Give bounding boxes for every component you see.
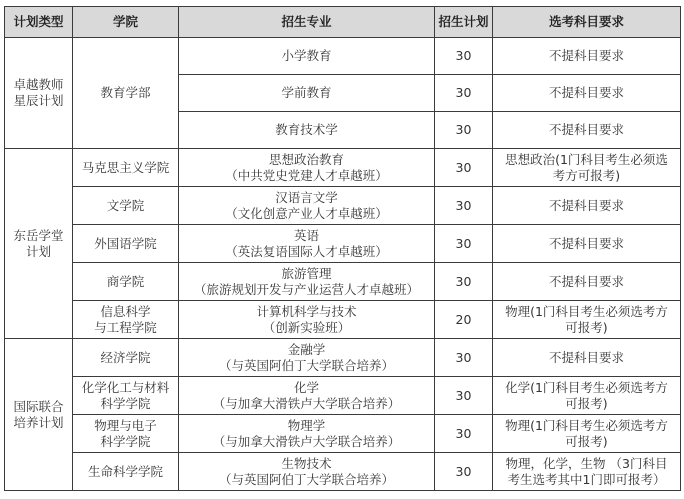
college-cell: 生命科学学院: [73, 453, 179, 491]
requirement-cell: 不提科目要求: [493, 112, 681, 149]
table-row: [5, 149, 681, 187]
table-row: [5, 301, 681, 339]
quota-cell: 30: [435, 112, 493, 149]
table-row: [5, 187, 681, 225]
requirement-cell: 思想政治(1门科目考生必须选 考方可报考): [493, 149, 681, 187]
requirement-cell: 不提科目要求: [493, 225, 681, 263]
header-college: 学院: [73, 7, 179, 38]
table-row: [5, 453, 681, 491]
college-cell: 物理与电子 科学学院: [73, 415, 179, 453]
requirement-cell: 物理(1门科目考生必须选考方 可报考): [493, 415, 681, 453]
college-cell: 经济学院: [73, 339, 179, 377]
plan-type-cell: 卓越教师 星辰计划: [5, 38, 73, 149]
college-cell: 商学院: [73, 263, 179, 301]
requirement-cell: 不提科目要求: [493, 75, 681, 112]
header-row: [5, 7, 681, 38]
requirement-cell: 物理(1门科目考生必须选考方 可报考): [493, 301, 681, 339]
major-cell: 旅游管理 （旅游规划开发与产业运营人才卓越班）: [179, 263, 435, 301]
major-cell: 思想政治教育 （中共党史党建人才卓越班）: [179, 149, 435, 187]
header-plan-type: 计划类型: [5, 7, 73, 38]
college-cell: 外国语学院: [73, 225, 179, 263]
major-cell: 英语 （英法复语国际人才卓越班）: [179, 225, 435, 263]
quota-cell: 30: [435, 75, 493, 112]
major-cell: 物理学 （与加拿大滑铁卢大学联合培养）: [179, 415, 435, 453]
college-cell: 马克思主义学院: [73, 149, 179, 187]
header-subject-requirement: 选考科目要求: [493, 7, 681, 38]
quota-cell: 30: [435, 187, 493, 225]
college-cell: 文学院: [73, 187, 179, 225]
enrollment-table: [4, 6, 681, 491]
quota-cell: 30: [435, 415, 493, 453]
major-cell: 教育技术学: [179, 112, 435, 149]
quota-cell: 30: [435, 38, 493, 75]
table-row: [5, 263, 681, 301]
table-row: [5, 377, 681, 415]
quota-cell: 30: [435, 377, 493, 415]
major-cell: 学前教育: [179, 75, 435, 112]
plan-type-cell: 国际联合 培养计划: [5, 339, 73, 491]
college-cell: 信息科学 与工程学院: [73, 301, 179, 339]
quota-cell: 30: [435, 225, 493, 263]
major-cell: 生物技术 （与英国阿伯丁大学联合培养）: [179, 453, 435, 491]
requirement-cell: 化学(1门科目考生必须选考方 可报考): [493, 377, 681, 415]
table-row: [5, 339, 681, 377]
plan-type-cell: 东岳学堂 计划: [5, 149, 73, 339]
header-major: 招生专业: [179, 7, 435, 38]
college-cell: 化学化工与材料 科学学院: [73, 377, 179, 415]
quota-cell: 30: [435, 339, 493, 377]
table-row: [5, 225, 681, 263]
table-row: [5, 38, 681, 75]
quota-cell: 30: [435, 149, 493, 187]
quota-cell: 30: [435, 453, 493, 491]
requirement-cell: 不提科目要求: [493, 187, 681, 225]
quota-cell: 20: [435, 301, 493, 339]
major-cell: 计算机科学与技术 （创新实验班）: [179, 301, 435, 339]
major-cell: 金融学 （与英国阿伯丁大学联合培养）: [179, 339, 435, 377]
header-quota: 招生计划: [435, 7, 493, 38]
requirement-cell: 不提科目要求: [493, 38, 681, 75]
college-cell: 教育学部: [73, 38, 179, 149]
requirement-cell: 不提科目要求: [493, 339, 681, 377]
requirement-cell: 不提科目要求: [493, 263, 681, 301]
requirement-cell: 物理，化学，生物 （3门科目 考生选考其中1门即可报考）: [493, 453, 681, 491]
major-cell: 小学教育: [179, 38, 435, 75]
quota-cell: 30: [435, 263, 493, 301]
table-row: [5, 415, 681, 453]
major-cell: 化学 （与加拿大滑铁卢大学联合培养）: [179, 377, 435, 415]
major-cell: 汉语言文学 （文化创意产业人才卓越班）: [179, 187, 435, 225]
